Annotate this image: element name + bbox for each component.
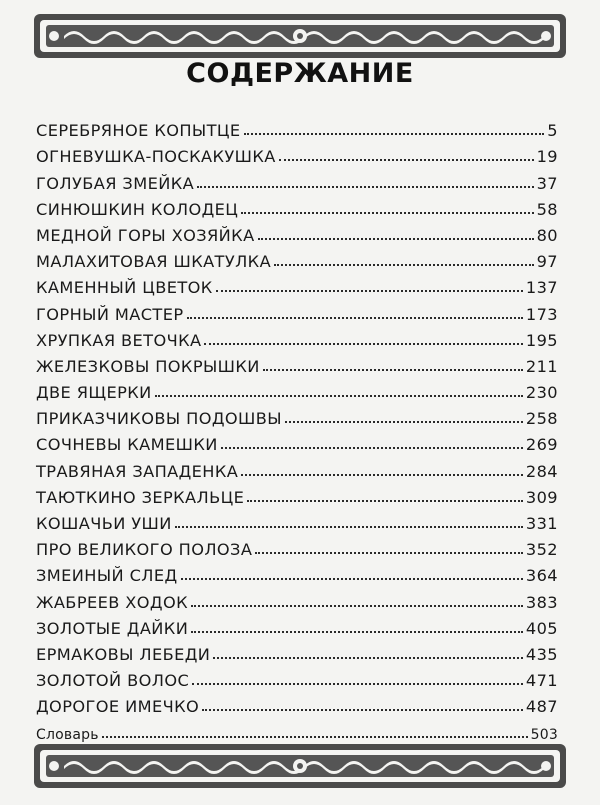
toc-entry: [36, 245, 558, 271]
toc-entry: [36, 166, 558, 192]
toc-entry: [36, 271, 558, 297]
dot-leader: [102, 736, 528, 738]
toc-entry-page: 269: [525, 435, 558, 455]
dot-leader: [279, 159, 534, 161]
toc-entry-page: 230: [525, 383, 558, 403]
toc-entry-title: ТАЮТКИНО ЗЕРКАЛЬЦЕ: [36, 487, 245, 507]
toc-entry-page: 137: [525, 278, 558, 298]
dot-leader: [247, 500, 523, 502]
toc-entry-title: ЖЕЛЕЗКОВЫ ПОКРЫШКИ: [36, 356, 260, 376]
toc-entry-title: МАЛАХИТОВАЯ ШКАТУЛКА: [36, 252, 272, 272]
toc-entry: [36, 481, 558, 507]
toc-entry-title: СИНЮШКИН КОЛОДЕЦ: [36, 199, 239, 219]
dot-leader: [213, 657, 523, 659]
toc-entry-title: ЕРМАКОВЫ ЛЕБЕДИ: [36, 644, 211, 664]
toc-entry-page: 487: [525, 697, 558, 717]
toc-entry: [36, 690, 558, 716]
toc-entry-title: ОГНЕВУШКА-ПОСКАКУШКА: [36, 147, 276, 167]
toc-entry-title: ХРУПКАЯ ВЕТОЧКА: [36, 330, 202, 350]
dot-leader: [187, 317, 523, 319]
toc-entry-title: ДВЕ ЯЩЕРКИ: [36, 383, 152, 403]
dot-leader: [285, 421, 523, 423]
toc-entry: [36, 612, 558, 638]
toc-entry-title: КАМЕННЫЙ ЦВЕТОК: [36, 278, 213, 298]
dot-leader: [241, 474, 523, 476]
toc-entry: [36, 297, 558, 323]
toc-entry-title: ГОЛУБАЯ ЗМЕЙКА: [36, 173, 195, 193]
toc-entry-title: ПРО ВЕЛИКОГО ПОЛОЗА: [36, 540, 253, 560]
toc-entry-page: 352: [525, 540, 558, 560]
toc-entry: [36, 533, 558, 559]
toc-entry: [36, 402, 558, 428]
top-ornament: [34, 10, 566, 62]
toc-entry: [36, 219, 558, 245]
toc-entry: [36, 638, 558, 664]
toc-entry: [36, 428, 558, 454]
toc-entry-title: ДОРОГОЕ ИМЕЧКО: [36, 697, 200, 717]
toc-entry-title: ТРАВЯНАЯ ЗАПАДЕНКА: [36, 461, 239, 481]
toc-entry-title: ПРИКАЗЧИКОВЫ ПОДОШВЫ: [36, 409, 282, 429]
dot-leader: [197, 186, 534, 188]
toc-entry-page: 5: [547, 121, 558, 141]
toc-entry-page: 284: [525, 461, 558, 481]
dot-leader: [216, 290, 523, 292]
toc-entry-title: СЕРЕБРЯНОЕ КОПЫТЦЕ: [36, 121, 241, 141]
toc-entry-page: 58: [536, 199, 558, 219]
toc-entry-title: ЗОЛОТЫЕ ДАЙКИ: [36, 618, 189, 638]
dot-leader: [192, 683, 523, 685]
toc-entry-page: 258: [525, 409, 558, 429]
toc-entry-page: 309: [525, 487, 558, 507]
bottom-ornament: [34, 740, 566, 792]
dot-leader: [191, 605, 523, 607]
toc-entry: [36, 114, 558, 140]
dot-leader: [241, 212, 533, 214]
toc-entry-title: ЗОЛОТОЙ ВОЛОС: [36, 671, 190, 691]
toc-entry-page: 471: [525, 671, 558, 691]
toc-entry-page: 195: [525, 330, 558, 350]
dot-leader: [181, 578, 523, 580]
toc-entry-page: 405: [525, 618, 558, 638]
dot-leader: [204, 343, 522, 345]
dot-leader: [175, 526, 523, 528]
dot-leader: [221, 447, 523, 449]
table-of-contents: [36, 114, 558, 743]
toc-entry: [36, 376, 558, 402]
toc-entry-page: 19: [536, 147, 558, 167]
toc-entry-page: 331: [525, 514, 558, 533]
toc-entry: [36, 664, 558, 690]
toc-entry: [36, 559, 558, 585]
toc-entry-page: 211: [525, 356, 558, 376]
dot-leader: [255, 552, 523, 554]
toc-entry-page: 383: [525, 592, 558, 612]
dot-leader: [244, 133, 545, 135]
toc-entry-title: КОШАЧЬИ УШИ: [36, 514, 172, 533]
toc-entry-page: 173: [525, 304, 558, 324]
toc-entry-title: СОЧНЕВЫ КАМЕШКИ: [36, 435, 218, 455]
toc-entry: [36, 585, 558, 611]
toc-entry-title: ЖАБРЕЕВ ХОДОК: [36, 592, 188, 612]
page-title: СОДЕРЖАНИЕ: [186, 58, 414, 89]
ornament-bottom-icon: [34, 740, 566, 792]
toc-entry: [36, 454, 558, 480]
toc-entry: [36, 350, 558, 376]
toc-entry-page: 503: [530, 726, 558, 743]
toc-entry-title: ЗМЕИНЫЙ СЛЕД: [36, 566, 178, 586]
toc-entry-title: МЕДНОЙ ГОРЫ ХОЗЯЙКА: [36, 225, 255, 245]
toc-entry-title: Словарь: [36, 726, 99, 743]
ornament-top-icon: [34, 10, 566, 62]
toc-entry-page: 364: [525, 566, 558, 586]
dot-leader: [263, 369, 523, 371]
toc-entry: [36, 507, 558, 533]
toc-entry-title: ГОРНЫЙ МАСТЕР: [36, 304, 184, 324]
dot-leader: [202, 709, 523, 711]
toc-entry: [36, 716, 558, 742]
dot-leader: [155, 395, 523, 397]
dot-leader: [274, 264, 534, 266]
toc-entry-page: 97: [536, 252, 558, 272]
dot-leader: [258, 238, 534, 240]
dot-leader: [191, 631, 523, 633]
toc-entry-page: 435: [525, 644, 558, 664]
toc-entry-page: 37: [536, 173, 558, 193]
toc-entry-page: 80: [536, 225, 558, 245]
toc-entry: [36, 324, 558, 350]
toc-entry: [36, 193, 558, 219]
toc-entry: [36, 140, 558, 166]
